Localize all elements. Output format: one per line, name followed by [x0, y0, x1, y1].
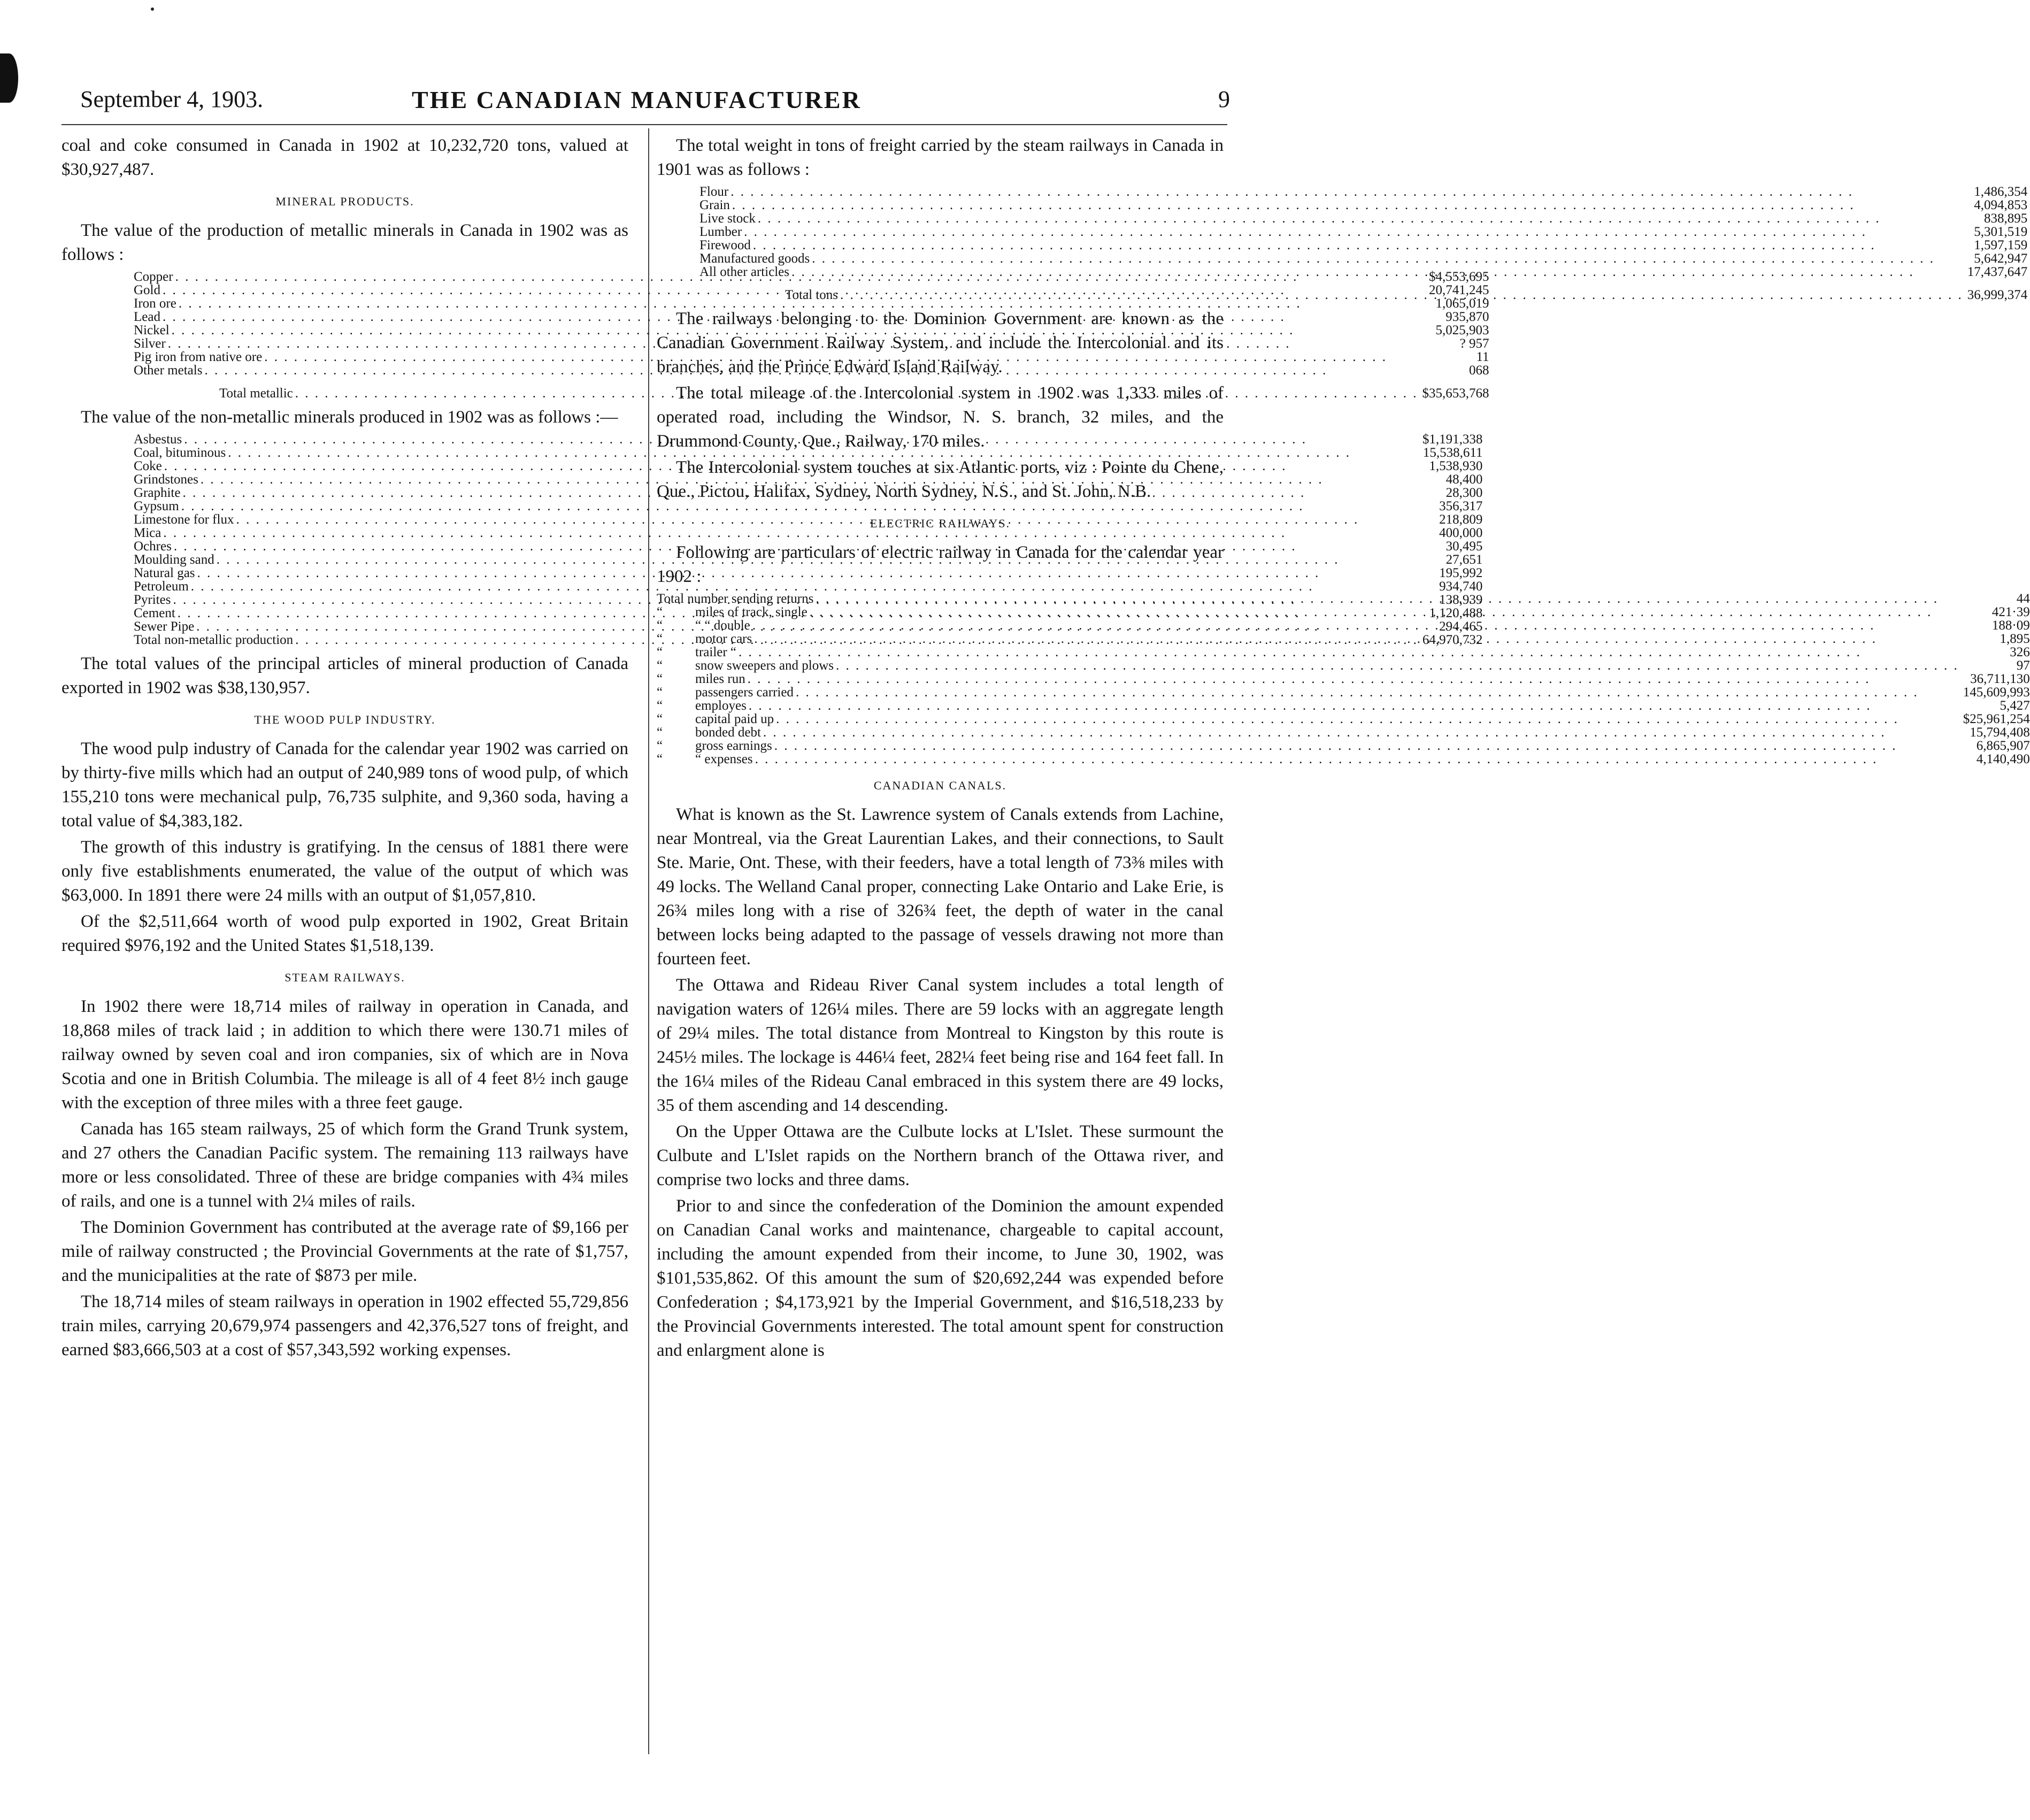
row-label: Lead	[134, 310, 160, 324]
row-label: Pyrites	[134, 593, 171, 607]
row-label: Live stock	[699, 211, 756, 226]
row-value: 195,992	[1439, 566, 1483, 580]
paragraph: The total mileage of the Intercolonial system in 1902 was 1,333 miles of operated road, including the Windsor, N. S. branch, 32 miles, and the Drummond County, Que., Railway, 170 miles.	[657, 383, 1224, 451]
row-label: miles of track, single	[695, 605, 808, 619]
paragraph: The total weight in tons of freight carried by the steam railways in Canada in 1901 was as follows :	[657, 136, 1224, 179]
page-number: 9	[1218, 86, 1230, 112]
row-value: 36,711,130	[1970, 672, 2030, 686]
total-label: Total metallic	[219, 386, 293, 401]
row-value: 64,970,732	[1422, 633, 1483, 647]
ditto-mark: “	[657, 658, 663, 673]
paragraph: The value of the non-metallic minerals produced in 1902 was as follows :—	[81, 408, 618, 427]
ditto-mark: “	[657, 685, 663, 700]
row-value: 17,437,647	[1967, 265, 2028, 279]
table-row	[699, 185, 2027, 198]
paragraph: Canada has 165 steam railways, 25 of which form the Grand Trunk system, and 27 others the Canadian Pacific system. The remaining 113 railways have more or less consolidated. Three of these are bridge companies with 4¾ miles of rails, and one is a tunnel with 2¼ miles of rails.	[61, 1119, 628, 1211]
row-value: $25,961,254	[1963, 712, 2030, 726]
ditto-mark: “	[657, 618, 663, 633]
paragraph: The value of the production of metallic minerals in Canada in 1902 was as follows :	[61, 221, 628, 264]
row-value: 5,427	[2000, 698, 2030, 713]
table-row	[657, 739, 2030, 752]
ditto-mark: “	[657, 739, 663, 753]
paragraph: The Intercolonial system touches at six Atlantic ports, viz : Pointe du Chene, Que., Pictou, Halifax, Sydney, North Sydney, N.S., and St. John, N.B.	[657, 458, 1224, 501]
row-value: 145,609,993	[1963, 685, 2030, 700]
row-value: 421·39	[1991, 605, 2030, 619]
row-value: 27,651	[1445, 552, 1483, 567]
row-value: 15,538,611	[1422, 446, 1483, 460]
row-value: 5,301,519	[1974, 225, 2028, 239]
total-value: 36,999,374	[1967, 288, 2028, 302]
issue-date: September 4, 1903.	[80, 86, 264, 112]
table-row	[699, 225, 2027, 239]
row-value: 48,400	[1445, 472, 1483, 487]
row-value: 28,300	[1445, 486, 1483, 500]
table-row	[699, 212, 2027, 225]
section-heading: CANADIAN CANALS.	[873, 779, 1007, 792]
row-value: 294,465	[1439, 619, 1483, 634]
row-value: $4,553,695	[1429, 270, 1489, 284]
paragraph: What is known as the St. Lawrence system of Canals extends from Lachine, near Montreal, via the Great Laurentian Lakes, and their connections, to Sault Ste. Marie, Ont. These, with their feeders, have a total length of 73⅜ miles with 49 locks. The Welland Canal proper, connecting Lake Ontario and Lake Erie, is 26¾ miles long with a rise of 326¾ feet, the depth of water in the canal between locks being adapted to the passage of vessels drawing not more than fourteen feet.	[657, 805, 1224, 969]
row-label: Natural gas	[134, 566, 195, 580]
paragraph: The wood pulp industry of Canada for the calendar year 1902 was carried on by thirty-five mills which had an output of 240,989 tons of wood pulp, of which 155,210 tons were mechanical pulp, 76,735 sulphite, and 9,360 soda, having a total value of $4,383,182.	[61, 739, 628, 831]
paragraph: Of the $2,511,664 worth of wood pulp exported in 1902, Great Britain required $976,192 and the United States $1,518,139.	[61, 912, 628, 955]
total-value: $35,653,768	[1422, 386, 1489, 401]
row-value: 15,794,408	[1970, 725, 2030, 740]
row-value: 400,000	[1439, 526, 1483, 540]
row-label: gross earnings	[695, 739, 772, 753]
paragraph: The growth of this industry is gratifying. In the census of 1881 there were only five establishments enumerated, the value of the output of which was $63,000. In 1891 there were 24 mills with an output of $1,057,810.	[61, 838, 628, 905]
ditto-mark: “	[657, 752, 663, 766]
paragraph: The 18,714 miles of steam railways in operation in 1902 effected 55,729,856 train miles, carrying 20,679,974 passengers and 42,376,527 tons of freight, and earned $83,666,503 at a cost of $57,343,592 working expenses.	[61, 1292, 628, 1360]
row-label: Gypsum	[134, 499, 179, 513]
row-value: 1,065,019	[1435, 296, 1489, 311]
paragraph: On the Upper Ottawa are the Culbute locks at L'Islet. These surmount the Culbute and L'Islet rapids on the Northern branch of the Ottawa river, and comprise two locks and three dams.	[657, 1122, 1224, 1189]
row-label: All other articles	[699, 265, 789, 279]
freight-table	[699, 185, 2027, 302]
row-value: 1,895	[2000, 632, 2030, 646]
paragraph: The railways belonging to the Dominion Government are known as the Canadian Government Railway System, and include the Intercolonial and its branches, and the Prince Edward Island Railway.	[657, 309, 1224, 377]
row-label: employes	[695, 698, 747, 713]
row-label: Grindstones	[134, 472, 198, 487]
row-label: passengers carried	[695, 685, 794, 700]
row-label: “ “ double	[695, 618, 750, 633]
row-value: 188·09	[1991, 618, 2030, 633]
row-label: miles run	[695, 672, 745, 686]
row-value: 1,597,159	[1974, 238, 2028, 252]
row-value: 44	[2016, 592, 2030, 606]
row-label: “ expenses	[695, 752, 753, 766]
ditto-mark: “	[657, 698, 663, 713]
row-label: Limestone for flux	[134, 512, 234, 527]
row-label: Coal, bituminous	[134, 446, 226, 460]
ditto-mark: “	[657, 605, 663, 619]
paragraph: In 1902 there were 18,714 miles of railway in operation in Canada, and 18,868 miles of track laid ; in addition to which there were 130.71 miles of railway owned by seven coal and iron companies, six of which are in Nova Scotia and one in British Columbia. The mileage is all of 4 feet 8½ inch gauge with the exception of three miles with a three feet gauge.	[61, 997, 628, 1112]
paragraph: The Ottawa and Rideau River Canal system includes a total length of navigation waters of 126¼ miles. There are 59 locks with an aggregate length of 29¼ miles. The total distance from Montreal to Kingston by this route is 245½ miles. The lockage is 446¼ feet, 282¼ feet being rise and 164 feet fall. In the 16¼ miles of the Rideau Canal embraced in this system there are 49 locks, 35 of them ascending and 14 descending.	[657, 976, 1224, 1115]
row-value: 5,025,903	[1435, 323, 1489, 337]
row-value: 356,317	[1439, 499, 1483, 513]
table-total-row	[699, 279, 2027, 302]
row-value: 20,741,245	[1429, 283, 1489, 297]
row-value: 4,140,490	[1976, 752, 2030, 766]
table-row	[657, 605, 2030, 619]
table-row	[657, 632, 2030, 646]
table-row	[657, 646, 2030, 659]
paragraph: coal and coke consumed in Canada in 1902 at 10,232,720 tons, valued at $30,927,487.	[61, 136, 628, 179]
paragraph: The total values of the principal articles of mineral production of Canada exported in 1902 was $38,130,957.	[61, 654, 628, 697]
row-label: Nickel	[134, 323, 170, 337]
row-label: Sewer Pipe	[134, 619, 195, 634]
row-label: Firewood	[699, 238, 751, 252]
row-value: $1,191,338	[1422, 432, 1483, 447]
row-label: bonded debt	[695, 725, 761, 740]
table-row	[657, 726, 2030, 739]
table-row	[699, 252, 2027, 265]
paragraph: Prior to and since the confederation of the Dominion the amount expended on Canadian Canal works and maintenance, chargeable to capital account, including the amount expended from their income, to June 30, 1902, was $101,535,862. Of this amount the sum of $20,692,244 was expended before Confederation ; $4,173,921 by the Imperial Government, and $16,518,233 by the Provincial Governments interested. The total amount spent for construction and enlargment alone is	[657, 1196, 1224, 1360]
row-value: 138,939	[1439, 593, 1483, 607]
row-value: 068	[1469, 363, 1489, 378]
row-label: Asbestus	[134, 432, 182, 447]
ditto-mark: “	[657, 725, 663, 740]
row-value: 11	[1476, 350, 1489, 364]
paragraph: The Dominion Government has contributed at the average rate of $9,166 per mile of railway constructed ; the Provincial Governments at the rate of $1,757, and the municipalities at the rate of $873 per mile.	[61, 1218, 628, 1285]
section-heading: STEAM RAILWAYS.	[284, 971, 405, 984]
table-row	[657, 659, 2030, 672]
row-value: 935,870	[1445, 310, 1489, 324]
row-label: Flour	[699, 185, 729, 199]
masthead-title: THE CANADIAN MANUFACTURER	[412, 86, 862, 113]
paragraph: Following are particulars of electric railway in Canada for the calendar year 1902 :	[657, 543, 1224, 586]
row-label: Pig iron from native ore	[134, 350, 263, 364]
table-row	[699, 198, 2027, 212]
row-label: trailer “	[695, 645, 737, 659]
table-row	[699, 265, 2027, 279]
table-row	[657, 592, 2030, 605]
total-label: Total tons	[785, 288, 838, 302]
row-label: snow sweepers and plows	[695, 658, 834, 673]
row-label: Mica	[134, 526, 162, 540]
row-value: 97	[2016, 658, 2030, 673]
row-label: Lumber	[699, 225, 742, 239]
table-row	[657, 672, 2030, 686]
section-heading: ELECTRIC RAILWAYS.	[870, 517, 1011, 530]
row-value: ? 957	[1459, 336, 1489, 351]
row-label: Petroleum	[134, 579, 189, 594]
ink-speck	[151, 7, 154, 11]
row-label: Manufactured goods	[699, 251, 810, 266]
row-label: Grain	[699, 198, 730, 212]
row-value: 326	[2010, 645, 2030, 659]
table-row	[657, 686, 2030, 699]
ditto-mark: “	[657, 672, 663, 686]
row-value: 838,895	[1983, 211, 2028, 226]
row-label: Iron ore	[134, 296, 176, 311]
row-label: Gold	[134, 283, 160, 297]
row-value: 4,094,853	[1974, 198, 2028, 212]
row-value: 1,486,354	[1974, 185, 2028, 199]
table-row	[657, 619, 2030, 632]
row-label: motor cars	[695, 632, 752, 646]
row-value: 1,538,930	[1429, 459, 1483, 473]
table-row	[657, 712, 2030, 726]
row-label: Other metals	[134, 363, 203, 378]
row-label: Total number sending returns	[657, 592, 814, 606]
row-label: Total non-metallic production	[134, 633, 294, 647]
row-label: Silver	[134, 336, 166, 351]
row-label: Ochres	[134, 539, 172, 554]
row-label: Cement	[134, 606, 175, 620]
row-value: 6,865,907	[1976, 739, 2030, 753]
row-value: 218,809	[1439, 512, 1483, 527]
ditto-mark: “	[657, 632, 663, 646]
ink-blot	[0, 53, 18, 103]
section-heading: MINERAL PRODUCTS.	[275, 195, 414, 208]
ditto-mark: “	[657, 712, 663, 726]
header-rule	[61, 124, 1227, 125]
row-value: 30,495	[1445, 539, 1483, 554]
electric-railways-table	[657, 592, 2030, 766]
row-value: 5,642,947	[1974, 251, 2028, 266]
row-label: Moulding sand	[134, 552, 214, 567]
row-label: Copper	[134, 270, 173, 284]
row-value: 934,740	[1439, 579, 1483, 594]
section-heading: THE WOOD PULP INDUSTRY.	[254, 713, 436, 726]
row-label: capital paid up	[695, 712, 774, 726]
ditto-mark: “	[657, 645, 663, 659]
table-row	[657, 699, 2030, 712]
page-header	[80, 86, 1230, 118]
table-row	[657, 752, 2030, 766]
row-value: 1,120,488	[1429, 606, 1483, 620]
row-label: Graphite	[134, 486, 181, 500]
table-row	[699, 239, 2027, 252]
row-label: Coke	[134, 459, 162, 473]
